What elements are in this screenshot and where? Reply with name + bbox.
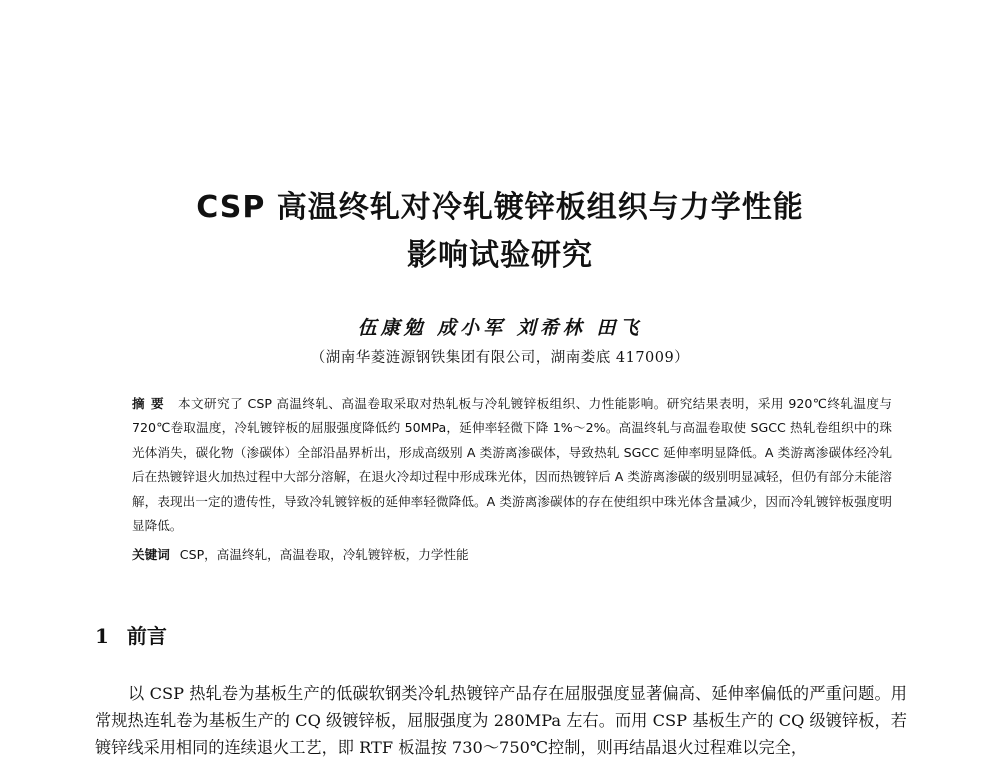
author-list: 伍康勉 成小军 刘希林 田飞 xyxy=(357,317,643,339)
paper-title-line-2: 影响试验研究 xyxy=(407,238,593,273)
section-number: 1 xyxy=(95,624,109,648)
abstract-text: 本文研究了 CSP 高温终轧、高温卷取采取对热轧板与冷轧镀锌板组织、力性能影响。研究结果表明，采用 920℃终轧温度与 720℃卷取温度，冷轧镀锌板的屈服强度降低约 50MPa，延伸率轻微下降 1%～2%。高温终轧与高温卷取使 SGCC 热轧卷组织中的珠光体消失，碳化物（渗碳体）全部沿晶界析出，形成高级别 A 类游离渗碳体，导致热轧 SGCC 延伸率明显降低。A 类游离渗碳体经冷轧后在热镀锌退火加热过程中大部分溶解，在退火冷却过程中形成珠光体，因而热镀锌后 A 类游离渗碳的级别明显减轻，但仍有部分未能溶解，表现出一定的遗传性，导致冷轧镀锌板的延伸率轻微降低。A 类游离渗碳体的存在使组织中珠光体含量减少，因而冷轧镀锌板强度明显降低。 xyxy=(132,396,892,534)
keywords-label: 关键词 xyxy=(132,547,170,562)
abstract xyxy=(132,392,892,538)
section-heading xyxy=(95,620,167,649)
keywords-text: CSP，高温终轧，高温卷取，冷轧镀锌板，力学性能 xyxy=(179,547,469,562)
body-paragraph: 以 CSP 热轧卷为基板生产的低碳软钢类冷轧热镀锌产品存在屈服强度显著偏高、延伸率偏低的严重问题。用常规热连轧卷为基板生产的 CQ 级镀锌板，屈服强度为 280MPa 左右。而用 CSP 基板生产的 CQ 级镀锌板，若镀锌线采用相同的连续退火工艺，即 RTF 板温按 730～750℃控制，则再结晶退火过程难以完全， xyxy=(95,684,907,757)
abstract-label: 摘要 xyxy=(132,396,171,411)
affiliation: （湖南华菱涟源钢铁集团有限公司，湖南娄底 417009） xyxy=(310,350,690,366)
section-title: 前言 xyxy=(126,624,167,648)
keywords xyxy=(132,543,892,567)
paper-title-line-1: CSP 高温终轧对冷轧镀锌板组织与力学性能 xyxy=(196,190,804,225)
